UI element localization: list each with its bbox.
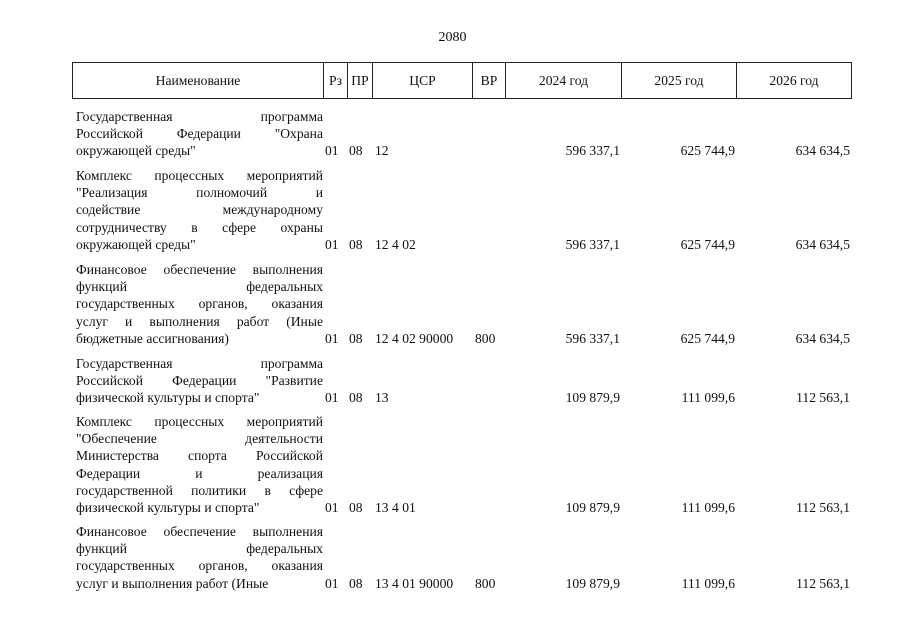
header-csr: ЦСР xyxy=(373,63,473,98)
cell-vr: 800 xyxy=(475,330,496,346)
row-name-line: бюджетные ассигнования) xyxy=(76,330,229,346)
cell-y2025: 625 744,9 xyxy=(680,236,735,252)
row-name-line: Финансовое обеспечение выполнения xyxy=(76,524,323,539)
cell-csr: 13 4 01 xyxy=(375,499,416,515)
row-name-line: государственных органов, оказания xyxy=(76,558,323,574)
row-name-line: Федерации и реализация xyxy=(76,465,323,481)
row-name-line: Финансовое обеспечение выполнения xyxy=(76,262,323,277)
cell-rz: 01 xyxy=(325,575,339,591)
row-name xyxy=(76,167,323,253)
cell-csr: 13 xyxy=(375,390,389,406)
cell-rz: 01 xyxy=(325,236,339,252)
cell-csr: 12 4 02 xyxy=(375,236,416,252)
cell-y2025: 111 099,6 xyxy=(681,390,735,406)
row-name-line: государственной политики в сфере xyxy=(76,482,323,498)
cell-y2025: 111 099,6 xyxy=(681,575,735,591)
row-name-line: государственных органов, оказания xyxy=(76,296,323,312)
row-name-line: сотрудничеству в сфере охраны xyxy=(76,219,323,235)
cell-pr: 08 xyxy=(349,143,363,159)
row-name-line: услуг и выполнения работ (Иные xyxy=(76,313,323,329)
row-name-line: "Реализация полномочий и xyxy=(76,185,323,201)
cell-y2026: 112 563,1 xyxy=(796,575,850,591)
table-row xyxy=(72,167,852,253)
cell-pr: 08 xyxy=(349,575,363,591)
header-2026: 2026 год xyxy=(769,73,819,88)
header-name: Наименование xyxy=(73,63,324,98)
row-name xyxy=(76,108,323,160)
table-row xyxy=(72,355,852,407)
row-name-line: окружающей среды" xyxy=(76,236,196,252)
cell-pr: 08 xyxy=(349,330,363,346)
cell-rz: 01 xyxy=(325,390,339,406)
header-pr: ПР xyxy=(348,63,373,98)
row-name-line: функций федеральных xyxy=(76,541,323,557)
cell-y2025: 625 744,9 xyxy=(680,330,735,346)
cell-csr: 13 4 01 90000 xyxy=(375,575,454,591)
cell-rz: 01 xyxy=(325,330,339,346)
table-row xyxy=(72,261,852,347)
cell-y2024: 109 879,9 xyxy=(565,575,620,591)
cell-y2026: 634 634,5 xyxy=(795,143,850,159)
row-name-line: Российской Федерации "Развитие xyxy=(76,373,323,389)
table-row xyxy=(72,413,852,516)
cell-y2026: 634 634,5 xyxy=(795,330,850,346)
row-name-line: физической культуры и спорта" xyxy=(76,390,260,406)
cell-y2024: 109 879,9 xyxy=(565,499,620,515)
row-name-line: Министерства спорта Российской xyxy=(76,448,323,464)
cell-csr: 12 4 02 90000 xyxy=(375,330,454,346)
header-vr: ВР xyxy=(473,63,506,98)
table-row xyxy=(72,523,852,592)
cell-y2026: 112 563,1 xyxy=(796,499,850,515)
row-name-line: окружающей среды" xyxy=(76,143,196,159)
row-name-line: Комплекс процессных мероприятий xyxy=(76,414,323,429)
cell-y2025: 625 744,9 xyxy=(680,143,735,159)
row-name xyxy=(76,523,323,592)
table-header xyxy=(72,62,852,99)
row-name-line: Комплекс процессных мероприятий xyxy=(76,168,323,183)
cell-csr: 12 xyxy=(375,143,389,159)
cell-pr: 08 xyxy=(349,236,363,252)
row-name-line: физической культуры и спорта" xyxy=(76,499,260,515)
cell-pr: 08 xyxy=(349,499,363,515)
cell-y2025: 111 099,6 xyxy=(681,499,735,515)
cell-rz: 01 xyxy=(325,143,339,159)
cell-vr: 800 xyxy=(475,575,496,591)
cell-rz: 01 xyxy=(325,499,339,515)
cell-y2024: 596 337,1 xyxy=(565,236,620,252)
cell-pr: 08 xyxy=(349,390,363,406)
row-name-line: "Обеспечение деятельности xyxy=(76,431,323,447)
cell-y2026: 634 634,5 xyxy=(795,236,850,252)
cell-y2024: 596 337,1 xyxy=(565,143,620,159)
cell-y2024: 109 879,9 xyxy=(565,390,620,406)
row-name xyxy=(76,261,323,347)
row-name xyxy=(76,413,323,516)
page-number: 2080 xyxy=(438,30,467,45)
row-name-line: услуг и выполнения работ (Иные xyxy=(76,575,269,591)
cell-y2024: 596 337,1 xyxy=(565,330,620,346)
header-2025: 2025 год xyxy=(622,63,737,98)
row-name xyxy=(76,355,323,407)
row-name-line: Государственная программа xyxy=(76,356,323,371)
row-name-line: Государственная программа xyxy=(76,109,323,124)
header-rz: Рз xyxy=(324,63,348,98)
table-row xyxy=(72,108,852,160)
row-name-line: функций федеральных xyxy=(76,279,323,295)
row-name-line: содействие международному xyxy=(76,202,323,218)
row-name-line: Российской Федерации "Охрана xyxy=(76,126,323,142)
header-2024: 2024 год xyxy=(506,63,622,98)
cell-y2026: 112 563,1 xyxy=(796,390,850,406)
